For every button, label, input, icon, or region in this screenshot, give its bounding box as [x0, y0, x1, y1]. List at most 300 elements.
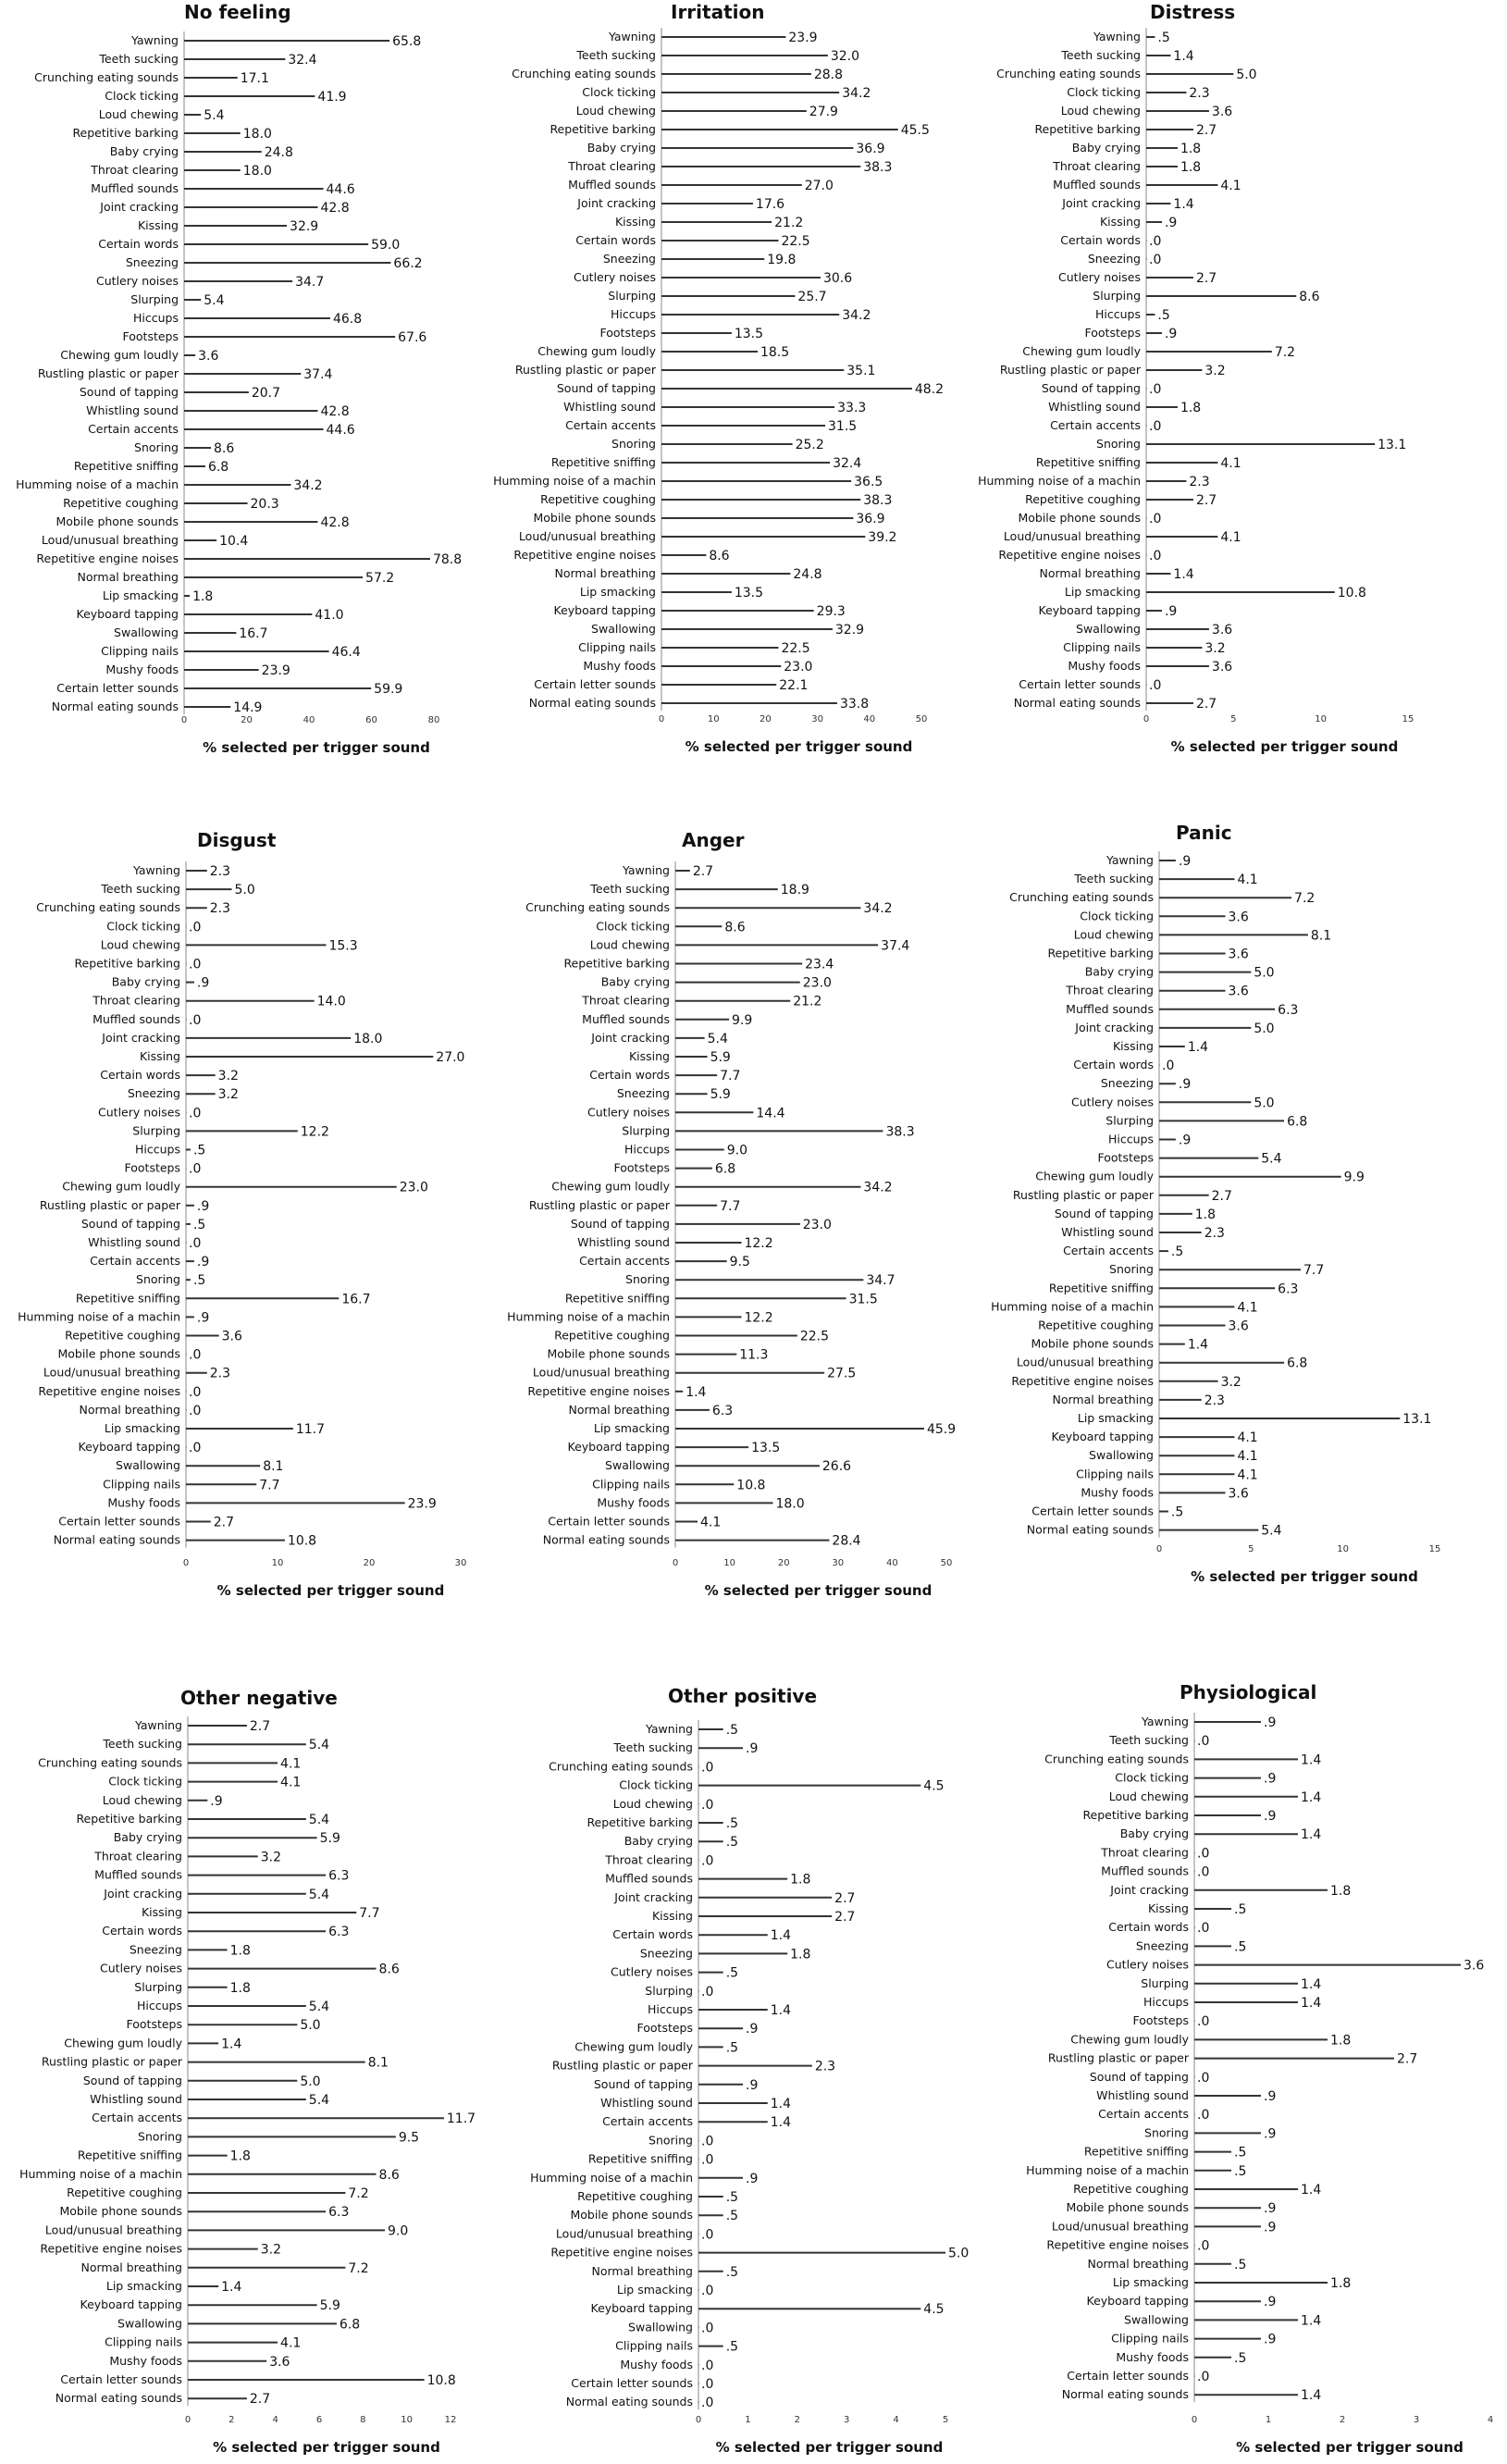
- category-label: Teeth sucking: [99, 52, 179, 66]
- data-label: 1.4: [1173, 197, 1194, 212]
- category-label: Repetitive sniffing: [1048, 1281, 1154, 1295]
- data-label: .0: [1197, 1921, 1210, 1937]
- data-label: 10.8: [287, 1533, 317, 1549]
- category-label: Loud/unusual breathing: [1016, 1355, 1154, 1369]
- data-label: 15.3: [328, 938, 358, 954]
- data-label: 8.6: [724, 920, 746, 935]
- category-label: Baby crying: [624, 1834, 693, 1849]
- data-label: 11.3: [739, 1347, 769, 1363]
- data-label: 1.4: [1301, 2183, 1322, 2198]
- category-label: Clock ticking: [1080, 909, 1154, 923]
- data-label: 1.4: [770, 1928, 792, 1944]
- data-label: 1.8: [1194, 1207, 1217, 1222]
- data-label: 1.4: [1187, 1337, 1209, 1353]
- panel-title: Other negative: [180, 1687, 338, 1709]
- panel-irritation: [493, 1, 944, 755]
- category-label: Repetitive coughing: [1038, 1318, 1154, 1332]
- data-label: 11.7: [295, 1422, 326, 1437]
- data-label: 3.6: [1228, 1319, 1249, 1334]
- data-label: 31.5: [828, 419, 858, 434]
- data-label: 46.4: [331, 645, 361, 660]
- x-tick-label: 15: [1402, 714, 1414, 724]
- data-label: 34.2: [863, 901, 893, 917]
- data-label: .0: [1197, 2108, 1210, 2123]
- category-label: Kissing: [1099, 215, 1141, 229]
- data-label: 14.9: [233, 700, 263, 715]
- data-label: 1.4: [1301, 2388, 1322, 2404]
- category-label: Sound of tapping: [1089, 2069, 1189, 2084]
- data-label: 1.4: [1187, 1040, 1209, 1055]
- data-label: 30.6: [822, 271, 853, 286]
- data-label: 7.2: [1274, 345, 1296, 360]
- data-label: 3.6: [1228, 1486, 1249, 1502]
- category-label: Certain words: [1060, 233, 1141, 247]
- category-label: Loud/unusual breathing: [43, 1365, 180, 1380]
- category-label: Sneezing: [125, 255, 179, 269]
- category-label: Footsteps: [126, 2017, 182, 2032]
- category-label: Certain words: [100, 1068, 180, 1083]
- data-label: 2.7: [834, 1890, 856, 1906]
- data-label: 29.3: [816, 604, 846, 619]
- category-label: Muffled sounds: [582, 1011, 670, 1026]
- data-label: .9: [210, 1793, 223, 1809]
- data-label: 4.1: [1237, 1467, 1258, 1483]
- category-label: Muffled sounds: [1053, 178, 1141, 192]
- data-label: 1.4: [1301, 2313, 1322, 2329]
- x-axis-title: % selected per trigger sound: [1191, 1568, 1418, 1585]
- x-axis-title: % selected per trigger sound: [685, 738, 913, 755]
- category-label: Repetitive engine noises: [1046, 2237, 1189, 2252]
- data-label: 3.6: [1228, 947, 1249, 962]
- category-label: Repetitive barking: [1047, 946, 1154, 960]
- data-label: 32.9: [290, 219, 319, 234]
- data-label: .0: [701, 2152, 714, 2168]
- category-label: Muffled sounds: [94, 1867, 182, 1882]
- category-label: Footsteps: [1084, 326, 1141, 340]
- category-label: Footsteps: [1097, 1150, 1154, 1165]
- data-label: 33.3: [837, 401, 867, 415]
- data-label: 5.4: [308, 1738, 330, 1753]
- data-label: 35.1: [846, 364, 876, 378]
- data-label: .5: [725, 1965, 739, 1981]
- data-label: 17.1: [240, 71, 269, 86]
- category-label: Repetitive sniffing: [73, 459, 179, 473]
- category-label: Throat clearing: [93, 993, 180, 1008]
- data-label: 7.2: [1294, 891, 1316, 907]
- data-label: 2.7: [1195, 493, 1217, 508]
- category-label: Sneezing: [129, 1942, 182, 1957]
- data-label: 4.1: [280, 2335, 302, 2351]
- data-label: .9: [1178, 854, 1192, 869]
- category-label: Teeth sucking: [613, 1740, 693, 1755]
- category-label: Chewing gum loudly: [62, 1179, 180, 1194]
- data-label: 18.0: [775, 1496, 805, 1512]
- category-label: Repetitive sniffing: [564, 1291, 670, 1306]
- category-label: Slurping: [134, 1979, 182, 1994]
- category-label: Humming noise of a machin: [991, 1299, 1154, 1314]
- data-label: 4.5: [923, 1778, 945, 1794]
- category-label: Joint cracking: [102, 1030, 180, 1045]
- category-label: Kissing: [628, 1049, 670, 1063]
- category-label: Cutlery noises: [100, 1961, 182, 1975]
- category-label: Normal breathing: [1039, 566, 1141, 580]
- category-label: Throat clearing: [94, 1849, 182, 1863]
- data-label: 27.0: [436, 1050, 465, 1065]
- data-label: .0: [1149, 234, 1162, 249]
- data-label: .5: [1170, 1504, 1184, 1520]
- category-label: Footsteps: [613, 1160, 670, 1175]
- data-label: 1.8: [1180, 142, 1202, 156]
- category-label: Whistling sound: [1096, 2088, 1189, 2102]
- category-label: Repetitive engine noises: [550, 2245, 693, 2260]
- x-tick-label: 10: [707, 714, 720, 724]
- data-label: 6.8: [714, 1161, 736, 1177]
- data-label: 2.7: [1397, 2051, 1418, 2067]
- data-label: .0: [189, 920, 202, 935]
- panel-disgust: [18, 829, 466, 1599]
- x-tick-label: 0: [184, 2415, 191, 2425]
- x-tick-label: 80: [427, 715, 440, 725]
- data-label: 37.4: [881, 938, 910, 954]
- x-tick-label: 5: [1248, 1544, 1254, 1554]
- data-label: 4.1: [1237, 1430, 1258, 1446]
- panel-other-positive: [530, 1685, 969, 2456]
- data-label: 9.5: [398, 2130, 420, 2146]
- data-label: .9: [1264, 2332, 1277, 2347]
- data-label: .0: [701, 1760, 714, 1776]
- data-label: .0: [701, 2284, 714, 2298]
- category-label: Swallowing: [628, 2320, 693, 2334]
- data-label: 23.0: [399, 1180, 428, 1195]
- category-label: Chewing gum loudly: [551, 1179, 670, 1194]
- category-label: Clock ticking: [1067, 85, 1141, 99]
- data-label: 2.7: [1195, 697, 1217, 712]
- data-label: 1.4: [770, 2115, 792, 2131]
- data-label: 5.4: [204, 293, 225, 308]
- data-label: 1.4: [770, 2097, 792, 2111]
- category-label: Whistling sound: [1061, 1225, 1154, 1239]
- data-label: 34.2: [293, 478, 323, 493]
- data-label: 8.6: [378, 2167, 400, 2183]
- data-label: 1.4: [1301, 1976, 1322, 1992]
- data-label: 4.1: [700, 1515, 722, 1530]
- data-label: .5: [725, 1835, 739, 1851]
- data-label: .5: [725, 2040, 739, 2056]
- data-label: 34.2: [863, 1180, 893, 1195]
- data-label: 4.1: [1237, 1449, 1258, 1465]
- data-label: 41.9: [317, 90, 347, 105]
- data-label: 2.3: [814, 2059, 836, 2074]
- category-label: Humming noise of a machin: [978, 474, 1141, 488]
- data-label: 11.7: [446, 2111, 476, 2127]
- data-label: 1.8: [229, 2148, 251, 2164]
- category-label: Sound of tapping: [593, 2076, 693, 2091]
- data-label: .0: [701, 2227, 714, 2243]
- data-label: .0: [189, 1106, 202, 1121]
- data-label: 3.6: [1211, 660, 1233, 675]
- data-label: 7.7: [359, 1906, 380, 1921]
- category-label: Sneezing: [1100, 1076, 1154, 1091]
- x-tick-label: 60: [365, 715, 377, 725]
- data-label: .9: [746, 1741, 759, 1757]
- category-label: Normal eating sounds: [1026, 1522, 1154, 1537]
- data-label: .5: [192, 1217, 206, 1232]
- category-label: Chewing gum loudly: [1070, 2032, 1189, 2047]
- category-label: Joint cracking: [104, 1886, 182, 1901]
- category-label: Joint cracking: [1062, 196, 1141, 210]
- data-label: .5: [192, 1143, 206, 1158]
- panel-panic: [991, 822, 1440, 1585]
- data-label: 20.3: [250, 497, 279, 512]
- category-label: Chewing gum loudly: [537, 344, 656, 358]
- data-label: 5.0: [300, 2018, 321, 2034]
- category-label: Whistling sound: [577, 1235, 670, 1249]
- category-label: Throat clearing: [1101, 1845, 1189, 1860]
- category-label: Swallowing: [1076, 622, 1141, 636]
- category-label: Crunching eating sounds: [549, 1759, 693, 1774]
- category-label: Footsteps: [124, 1160, 180, 1175]
- data-label: 4.1: [1237, 1300, 1258, 1316]
- category-label: Certain letter sounds: [1019, 677, 1141, 691]
- data-label: .5: [1234, 2350, 1247, 2366]
- category-label: Rustling plastic or paper: [1012, 1187, 1154, 1202]
- data-label: 3.2: [217, 1087, 239, 1103]
- category-label: Sound of tapping: [82, 2073, 182, 2087]
- category-label: Muffled sounds: [1066, 1001, 1154, 1016]
- category-label: Sneezing: [602, 252, 656, 266]
- category-label: Normal breathing: [591, 2263, 693, 2278]
- category-label: Crunching eating sounds: [1009, 890, 1154, 905]
- category-label: Slurping: [1106, 1113, 1154, 1128]
- x-tick-label: 3: [1413, 2415, 1420, 2425]
- category-label: Crunching eating sounds: [38, 1755, 182, 1770]
- data-label: 6.3: [328, 1925, 350, 1940]
- category-label: Clock ticking: [108, 1774, 182, 1789]
- data-label: 1.8: [1180, 160, 1202, 175]
- data-label: 3.6: [1211, 623, 1233, 638]
- category-label: Crunching eating sounds: [996, 67, 1141, 80]
- category-label: Slurping: [132, 1123, 180, 1138]
- category-label: Mushy foods: [105, 662, 179, 676]
- data-label: 1.8: [229, 1980, 251, 1996]
- data-label: 66.2: [393, 256, 423, 271]
- data-label: 26.6: [821, 1459, 852, 1475]
- data-label: .5: [1157, 31, 1170, 45]
- category-label: Keyboard tapping: [590, 2301, 693, 2316]
- data-label: 59.0: [371, 238, 401, 253]
- data-label: 12.2: [300, 1124, 329, 1140]
- data-label: 34.7: [866, 1273, 896, 1289]
- data-label: 5.9: [319, 2298, 340, 2314]
- category-label: Mobile phone sounds: [570, 2208, 693, 2223]
- category-label: Yawning: [134, 1718, 182, 1732]
- category-label: Rustling plastic or paper: [551, 2058, 693, 2073]
- category-label: Mobile phone sounds: [56, 514, 179, 528]
- category-label: Repetitive engine noises: [527, 1383, 670, 1398]
- x-tick-label: 30: [832, 1558, 845, 1568]
- category-label: Yawning: [608, 30, 656, 43]
- category-label: Loud/unusual breathing: [518, 529, 656, 543]
- category-label: Certain accents: [90, 1254, 180, 1269]
- data-label: 5.9: [710, 1087, 731, 1103]
- category-label: Chewing gum loudly: [574, 2039, 693, 2054]
- category-label: Whistling sound: [86, 403, 179, 417]
- data-label: 3.6: [1228, 910, 1249, 925]
- category-label: Snoring: [1109, 1262, 1154, 1277]
- panel-title: No feeling: [184, 1, 291, 23]
- data-label: 6.3: [1278, 1002, 1299, 1018]
- category-label: Lip smacking: [104, 1421, 180, 1435]
- category-label: Repetitive engine noises: [1011, 1373, 1154, 1388]
- category-label: Yawning: [132, 863, 180, 877]
- data-label: 4.1: [1220, 179, 1241, 193]
- category-label: Muffled sounds: [91, 181, 179, 195]
- category-label: Mushy foods: [597, 1495, 670, 1510]
- category-label: Certain accents: [1098, 2107, 1189, 2122]
- category-label: Clock ticking: [1115, 1770, 1189, 1785]
- data-label: .0: [1149, 678, 1162, 693]
- category-label: Cutlery noises: [1106, 1957, 1189, 1972]
- data-label: .5: [1234, 1902, 1247, 1917]
- x-tick-label: 50: [915, 714, 928, 724]
- data-label: .0: [701, 2134, 714, 2149]
- data-label: 36.9: [856, 512, 885, 526]
- category-label: Keyboard tapping: [76, 607, 179, 621]
- category-label: Yawning: [622, 863, 670, 877]
- x-tick-label: 6: [315, 2415, 323, 2425]
- data-label: 1.8: [1180, 401, 1202, 415]
- data-label: 16.7: [341, 1292, 371, 1307]
- category-label: Lip smacking: [579, 585, 656, 599]
- category-label: Crunching eating sounds: [34, 70, 179, 84]
- data-label: .0: [189, 1161, 202, 1177]
- data-label: .9: [1264, 2220, 1277, 2235]
- category-label: Swallowing: [114, 625, 179, 639]
- category-label: Muffled sounds: [93, 1011, 180, 1026]
- data-label: 37.4: [303, 367, 333, 382]
- category-label: Clock ticking: [105, 89, 179, 103]
- data-label: 22.5: [781, 234, 810, 249]
- data-label: 9.9: [732, 1012, 753, 1028]
- data-label: 2.7: [692, 864, 714, 879]
- category-label: Whistling sound: [563, 400, 656, 414]
- category-label: Hiccups: [624, 1142, 670, 1157]
- data-label: 36.9: [856, 142, 885, 156]
- x-tick-label: 5: [1230, 714, 1237, 724]
- data-label: 25.2: [795, 438, 824, 452]
- category-label: Hiccups: [611, 307, 656, 321]
- panel-title: Other positive: [668, 1685, 818, 1707]
- data-label: 1.8: [790, 1947, 811, 1963]
- category-label: Repetitive sniffing: [550, 455, 656, 469]
- data-label: 3.2: [1204, 641, 1226, 656]
- data-label: 7.7: [720, 1069, 741, 1084]
- data-label: 8.1: [1310, 928, 1332, 944]
- data-label: .5: [725, 2209, 739, 2224]
- category-label: Clock ticking: [582, 85, 656, 99]
- category-label: Normal breathing: [1052, 1392, 1154, 1406]
- data-label: .0: [701, 1984, 714, 2000]
- category-label: Mushy foods: [109, 2353, 182, 2368]
- category-label: Clipping nails: [592, 1477, 670, 1492]
- category-label: Lip smacking: [1064, 585, 1141, 599]
- category-label: Loud/unusual breathing: [1051, 2219, 1189, 2234]
- x-axis-title: % selected per trigger sound: [1236, 2439, 1464, 2456]
- data-label: 1.4: [1301, 1752, 1322, 1768]
- category-label: Clipping nails: [103, 1477, 180, 1492]
- x-tick-label: 10: [401, 2415, 414, 2425]
- data-label: .5: [1234, 2257, 1247, 2272]
- category-label: Snoring: [136, 1272, 180, 1287]
- category-label: Chewing gum loudly: [60, 348, 179, 362]
- category-label: Repetitive engine noises: [998, 548, 1141, 562]
- category-label: Slurping: [608, 289, 656, 303]
- data-label: 1.4: [221, 2037, 242, 2052]
- data-label: 1.4: [1301, 1996, 1322, 2011]
- data-label: .0: [189, 1012, 202, 1028]
- category-label: Hiccups: [1108, 1132, 1154, 1146]
- category-label: Mushy foods: [583, 659, 656, 673]
- category-label: Repetitive barking: [74, 956, 180, 971]
- category-label: Sneezing: [639, 1946, 693, 1961]
- category-label: Repetitive sniffing: [77, 2148, 182, 2162]
- category-label: Humming noise of a machin: [530, 2170, 693, 2185]
- data-label: .9: [1164, 327, 1178, 341]
- data-label: 18.0: [242, 164, 272, 179]
- category-label: Cutlery noises: [1058, 270, 1141, 284]
- category-label: Mobile phone sounds: [547, 1346, 670, 1361]
- data-label: 4.1: [1220, 530, 1241, 545]
- data-label: 42.8: [320, 404, 350, 419]
- category-label: Repetitive barking: [563, 956, 670, 971]
- category-label: Loud/unusual breathing: [44, 2223, 182, 2237]
- category-label: Swallowing: [1124, 2312, 1189, 2327]
- x-tick-label: 40: [303, 715, 315, 725]
- category-label: Whistling sound: [90, 2092, 182, 2106]
- data-label: 17.6: [755, 197, 785, 212]
- category-label: Sneezing: [616, 1086, 670, 1101]
- category-label: Keyboard tapping: [553, 603, 656, 617]
- x-tick-label: 50: [940, 1558, 953, 1568]
- data-label: .0: [1197, 1846, 1210, 1862]
- category-label: Crunching eating sounds: [36, 900, 180, 915]
- x-tick-label: 1: [1265, 2415, 1272, 2425]
- data-label: 9.0: [726, 1143, 748, 1158]
- data-label: .9: [1264, 1771, 1277, 1787]
- data-label: 1.8: [229, 1943, 251, 1959]
- data-label: 13.5: [734, 327, 764, 341]
- category-label: Normal breathing: [80, 2260, 182, 2274]
- data-label: .0: [701, 2377, 714, 2392]
- panel-title: Physiological: [1180, 1681, 1317, 1703]
- category-label: Cutlery noises: [1071, 1095, 1154, 1109]
- category-label: Certain accents: [92, 2111, 182, 2125]
- category-label: Snoring: [1096, 437, 1141, 451]
- data-label: .0: [189, 1347, 202, 1363]
- data-label: 4.5: [923, 2302, 945, 2318]
- category-label: Kissing: [141, 1905, 182, 1919]
- data-label: 1.8: [790, 1872, 811, 1888]
- data-label: 33.8: [839, 697, 870, 712]
- category-label: Normal breathing: [554, 566, 656, 580]
- category-label: Loud chewing: [102, 1792, 182, 1807]
- category-label: Lip smacking: [1077, 1411, 1154, 1425]
- data-label: .0: [1149, 512, 1162, 526]
- category-label: Sound of tapping: [1054, 1206, 1154, 1220]
- category-label: Teeth sucking: [101, 882, 180, 897]
- category-label: Muffled sounds: [568, 178, 656, 192]
- category-label: Snoring: [649, 2133, 693, 2148]
